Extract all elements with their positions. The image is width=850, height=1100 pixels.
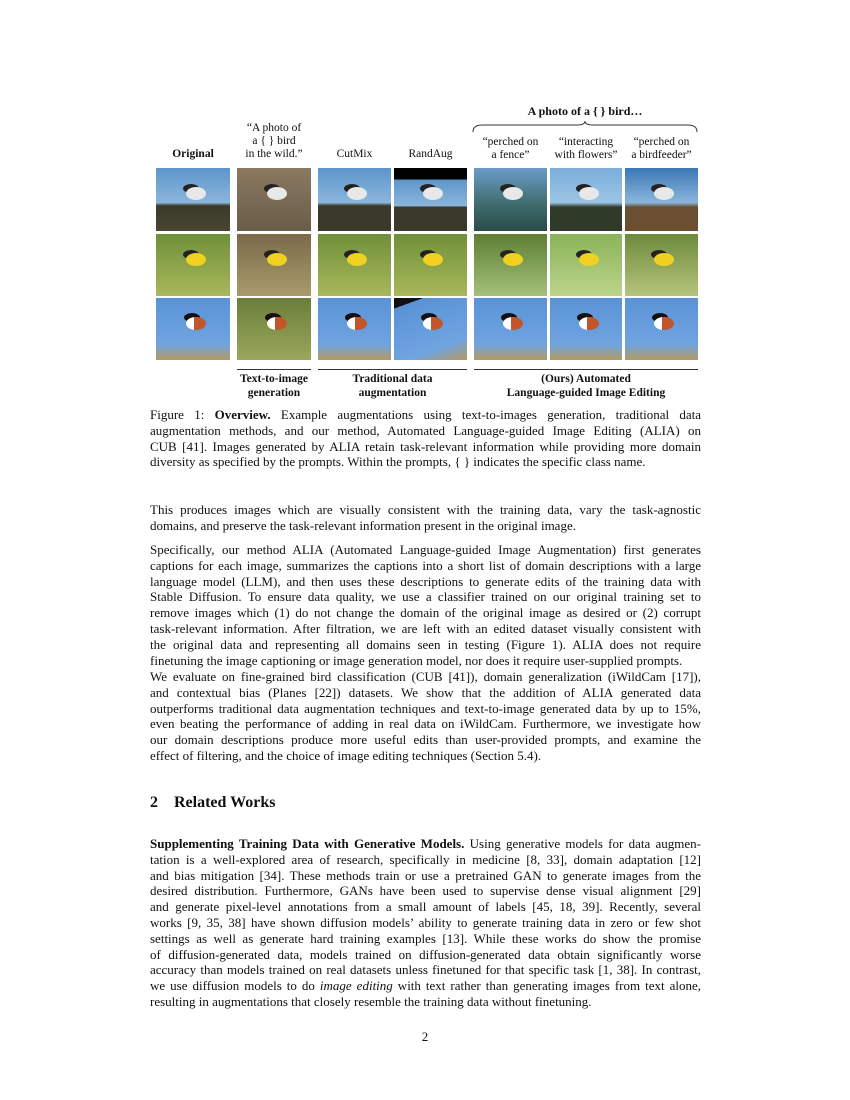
text-line: Stable Diffusion. To ensure data quality, we use a classifier trained on our original training set to: [150, 589, 701, 605]
bird-icon: [503, 187, 523, 200]
bird-image: [625, 168, 698, 231]
bird-icon: [186, 317, 206, 330]
caption-line: augmentation methods, and our method, Automated Language-guided Image Editing (ALIA) on: [150, 422, 701, 438]
bird-image: [156, 298, 230, 360]
text-line: domains, and preserve the task-relevant information present in the original image.: [150, 517, 576, 533]
column-header: “perched on a birdfeeder”: [631, 136, 692, 161]
text-line: captions for each image, summarizes the captions into a short list of domain descriptions with a large: [150, 557, 701, 573]
paragraph-lead: Supplementing Training Data with Generative Models.: [150, 836, 465, 851]
bird-icon: [654, 187, 674, 200]
text-line: desired distribution. Furthermore, GANs have been used to supervise dense visual alignment [29]: [150, 883, 701, 899]
bird-image: [156, 168, 230, 231]
text-line: outperforms traditional data augmentation techniques and text-to-image generated data by up to 15%,: [150, 700, 701, 716]
text-line: settings as well as generate hard training examples [13]. While these works do show the promise: [150, 930, 701, 946]
bird-icon: [654, 317, 674, 330]
figure-group-title: A photo of a { } bird…: [527, 104, 643, 118]
section-number: 2: [150, 794, 158, 811]
bird-icon: [423, 187, 443, 200]
bird-image: [156, 234, 230, 296]
text-line: and generate pixel-level annotations from a small amount of labels [45, 18, 39]. Recently, several: [150, 899, 701, 915]
text-line: tation is a well-explored area of research, specifically in medicine [8, 33], domain adaptation [12]: [150, 851, 701, 867]
bird-icon: [654, 253, 674, 266]
bird-icon: [347, 317, 367, 330]
text-line: and bias mitigation [34]. These methods train or use a pretrained GAN to generate images from the: [150, 867, 701, 883]
caption-title: Overview.: [214, 407, 271, 422]
bird-icon: [579, 317, 599, 330]
text-line: effect of filtering, and the choice of image editing techniques (Section 5.4).: [150, 747, 542, 763]
bird-icon: [267, 187, 287, 200]
text-line: We evaluate on fine-grained bird classification (CUB [41]), domain generalization (iWildCam [17]),: [150, 669, 701, 684]
bird-image: [237, 168, 311, 231]
bird-image: [318, 298, 391, 360]
column-header: “perched on a fence”: [482, 136, 539, 161]
bird-icon: [423, 253, 443, 266]
bird-image: [474, 234, 547, 296]
text-line: Using generative models for data augmen-: [469, 836, 701, 851]
bird-icon: [186, 253, 206, 266]
related-works-paragraph: [150, 836, 701, 1010]
caption-label: Figure 1:: [150, 407, 205, 422]
section-title: Related Works: [174, 794, 276, 811]
method-group-label: (Ours) Automated Language-guided Image Editing: [474, 369, 698, 400]
text-line: resulting in augmentations that closely resemble the training data without finetuning.: [150, 993, 592, 1009]
bird-image: [237, 298, 311, 360]
method-group-label: Traditional data augmentation: [318, 369, 467, 400]
text-line: task-relevant information. After filtration, we are left with an edited dataset visually consistent with: [150, 620, 701, 636]
bird-image: [550, 234, 622, 296]
text-line: with text rather than generating images from text alone,: [392, 978, 701, 994]
bird-image: [474, 168, 547, 231]
column-header: CutMix: [336, 148, 373, 160]
caption-line: diversity as specified by the prompts. Within the prompts, { } indicates the specific class name.: [150, 454, 646, 470]
column-header: “A photo of a { } bird in the wild.”: [245, 122, 303, 160]
bird-image: [237, 234, 311, 296]
bird-image: [318, 234, 391, 296]
column-header: Original: [172, 148, 214, 160]
emphasis: image editing: [319, 978, 393, 994]
text-line: even beating the performance of adding in real data on iWildCam. Furthermore, we investigate how: [150, 716, 701, 732]
body-paragraph: [150, 669, 701, 764]
bird-icon: [267, 253, 287, 266]
bird-icon: [347, 187, 367, 200]
text-line: finetuning the image captioning or image generation model, nor does it require user-supplied prompts.: [150, 652, 683, 668]
text-line: and contextual bias (Planes [22]) datasets. We show that the addition of ALIA generated data: [150, 684, 701, 700]
text-line: accuracy than models trained on real datasets unless finetuned for that specific task [1, 38]. In contrast,: [150, 962, 701, 978]
bird-image: [550, 168, 622, 231]
bird-icon: [579, 187, 599, 200]
bird-icon: [579, 253, 599, 266]
bird-image: [550, 298, 622, 360]
method-group-label: Text-to-image generation: [237, 369, 311, 400]
text-line: Specifically, our method ALIA (Automated Language-guided Image Augmentation) first generates: [150, 542, 701, 557]
bird-icon: [423, 317, 443, 330]
text-line: remove images which (1) do not change the domain of the original image as desired or (2) corrupt: [150, 605, 701, 621]
text-line: This produces images which are visually consistent with the training data, vary the task-agnostic: [150, 502, 701, 517]
caption-line: Example augmentations using text-to-images generation, traditional data: [280, 407, 702, 422]
bird-icon: [347, 253, 367, 266]
bird-image: [394, 234, 467, 296]
text-line: our domain descriptions produce more useful edits than user-provided prompts, and examine the: [150, 732, 701, 748]
figure-caption: [150, 407, 701, 470]
column-header: RandAug: [408, 148, 453, 160]
text-line: the original data and representing all domains seen in testing (Figure 1). ALIA does not require: [150, 636, 701, 652]
brace-icon: [472, 120, 698, 134]
bird-image: [394, 168, 467, 231]
bird-icon: [503, 253, 523, 266]
page-number: 2: [421, 1029, 429, 1044]
text-line: works [9, 35, 38] have shown diffusion models’ ability to generate training data in zero or few shot: [150, 914, 701, 930]
bird-icon: [267, 317, 287, 330]
text-line: language model (LLM), and then uses these descriptions to generate edits of the training data with: [150, 573, 701, 589]
body-paragraph: [150, 502, 701, 534]
text-line: we use diffusion models to do: [150, 978, 320, 994]
bird-image: [474, 298, 547, 360]
body-paragraph: [150, 542, 701, 668]
bird-icon: [186, 187, 206, 200]
caption-line: CUB [41]. Images generated by ALIA retain task-relevant information while providing more domain: [150, 438, 701, 454]
section-heading: [150, 794, 275, 812]
bird-image: [625, 298, 698, 360]
bird-image: [625, 234, 698, 296]
bird-icon: [503, 317, 523, 330]
bird-image: [318, 168, 391, 231]
column-header: “interacting with flowers”: [554, 136, 618, 161]
text-line: of diffusion-generated data, models trained on diffusion-generated data obtain significantly worse: [150, 946, 701, 962]
bird-image: [394, 298, 467, 360]
